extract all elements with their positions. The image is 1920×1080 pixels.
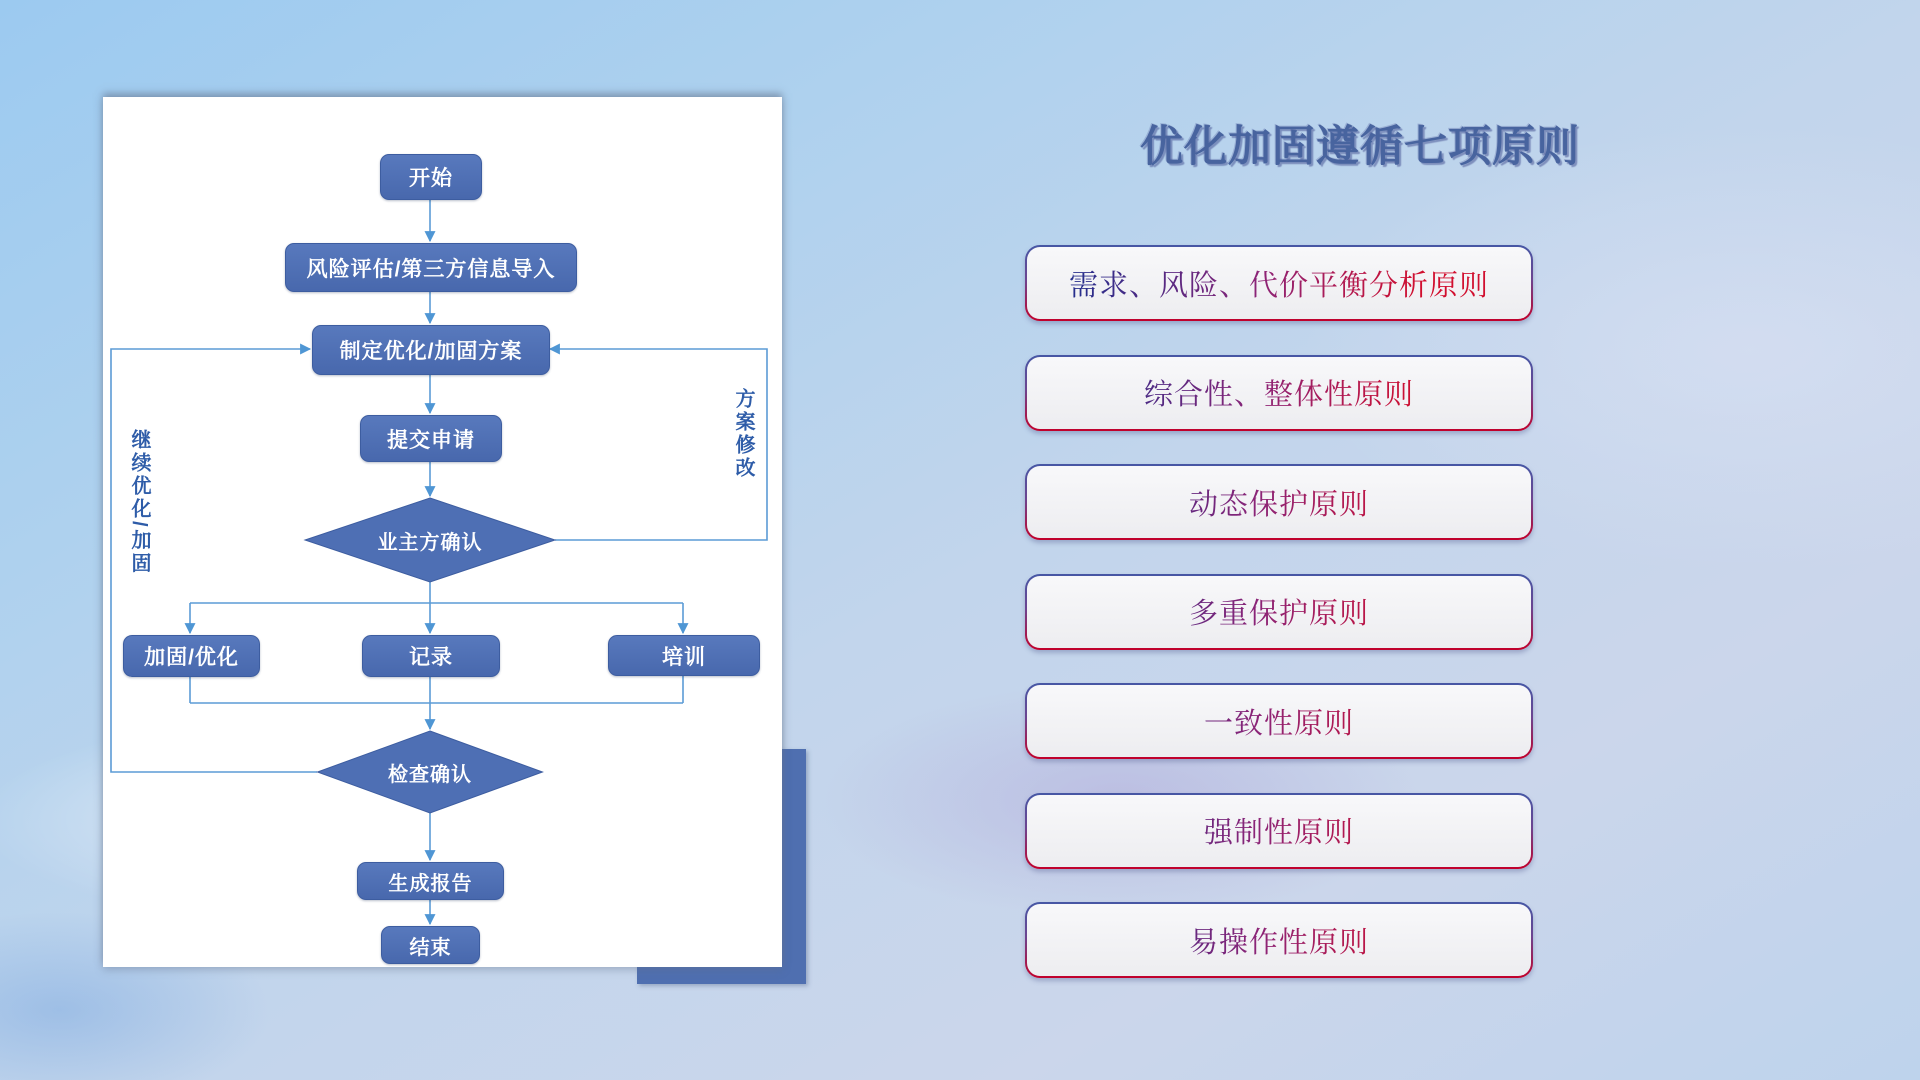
flow-node-record: 记录 [362,635,500,677]
principle-box-inner [1027,576,1531,648]
principle-box [1025,574,1533,650]
principles-list [1025,245,1533,978]
principle-box-inner [1027,685,1531,757]
loop-label-plan-revise: 方案修改 [732,388,754,480]
principle-text: 需求、风险、代价平衡分析原则 [1027,263,1531,304]
flow-node-submit: 提交申请 [360,415,502,462]
principle-box-inner [1027,904,1531,976]
principle-box [1025,464,1533,540]
principle-box [1025,902,1533,978]
principle-box [1025,683,1533,759]
principle-box [1025,245,1533,321]
flow-node-training: 培训 [608,635,760,676]
principle-text: 强制性原则 [1027,810,1531,851]
page-title: 优化加固遵循七项原则 [1140,123,1580,171]
flow-node-risk-assess: 风险评估/第三方信息导入 [285,243,577,292]
principle-text: 综合性、整体性原则 [1027,372,1531,413]
flow-node-make-plan: 制定优化/加固方案 [312,325,550,375]
principle-box-inner [1027,795,1531,867]
flow-node-end: 结束 [381,926,480,964]
principle-box [1025,793,1533,869]
flow-node-owner-confirm-label: 业主方确认 [377,531,483,554]
principle-box-inner [1027,466,1531,538]
flowchart-card [103,97,782,967]
principle-box-inner [1027,247,1531,319]
flow-node-reinforce: 加固/优化 [123,635,260,677]
flow-node-check-confirm-label: 检查确认 [388,763,472,786]
principle-text: 一致性原则 [1027,701,1531,742]
flow-node-start: 开始 [380,154,482,200]
principle-text: 易操作性原则 [1027,920,1531,961]
flow-node-gen-report: 生成报告 [357,862,504,900]
principle-text: 多重保护原则 [1027,591,1531,632]
principle-box-inner [1027,357,1531,429]
principle-text: 动态保护原则 [1027,482,1531,523]
loop-label-continue-optimize: 继续优化/加固 [128,429,150,576]
principle-box [1025,355,1533,431]
